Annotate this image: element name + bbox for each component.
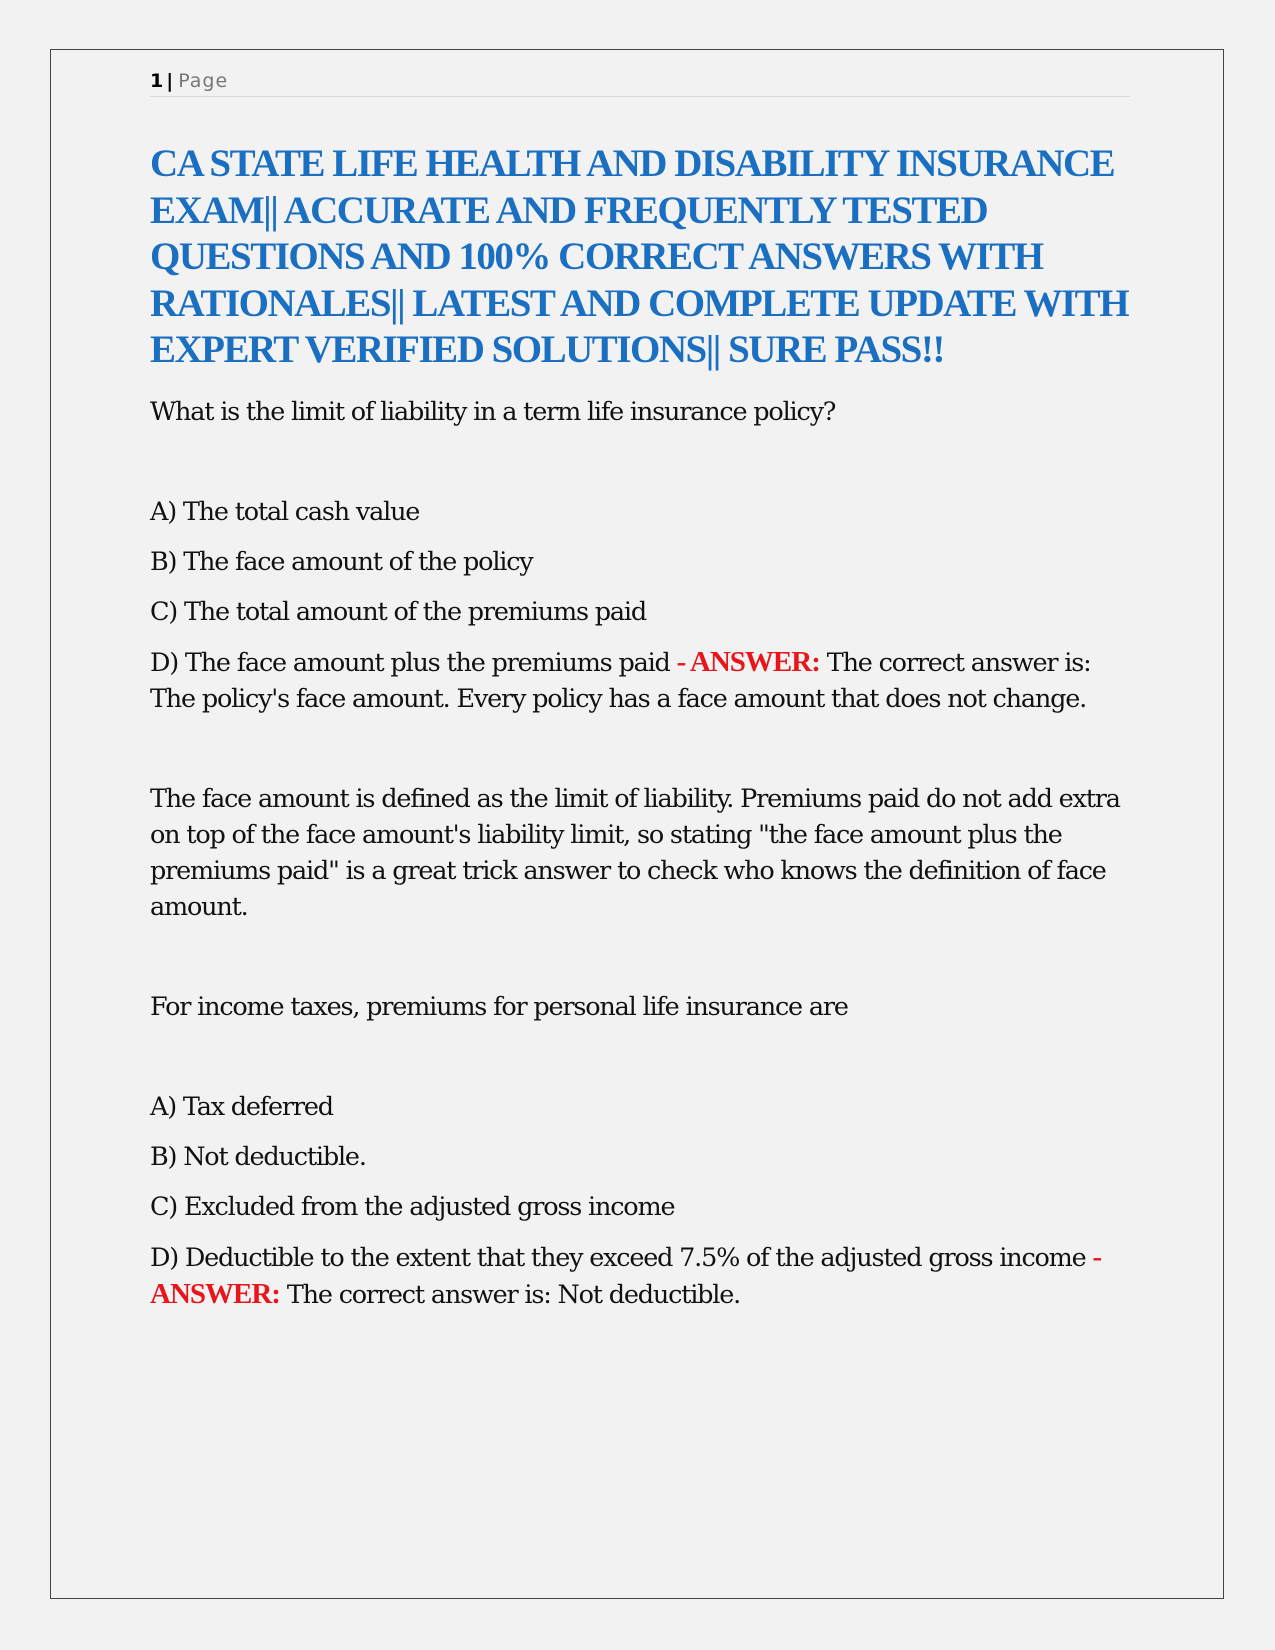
- question-1-rationale: The face amount is defined as the limit of liability. Premiums paid do not add extra on top of the face amount's liability limit, so stating "the face amount plus the premiums paid" is a great trick answer to check who knows the definition of face amount.: [150, 783, 1120, 922]
- question-1-text: What is the limit of liability in a term life insurance policy?: [150, 396, 836, 427]
- page-label: Page: [178, 70, 229, 92]
- page-header: [150, 70, 1130, 97]
- question-2-answer-text: The correct answer is: Not deductible.: [286, 1279, 741, 1310]
- page-separator: |: [166, 70, 175, 92]
- page-number: 1: [150, 70, 165, 92]
- question-1-option-c: C) The total amount of the premiums paid: [150, 596, 646, 627]
- question-1-option-a: A) The total cash value: [150, 496, 420, 527]
- question-2-option-a: A) Tax deferred: [150, 1091, 333, 1122]
- question-2-answer-label: - ANSWER:: [150, 1240, 1102, 1310]
- page-content: [150, 70, 1130, 1313]
- question-1-answer-label: - ANSWER:: [676, 645, 820, 678]
- question-2-option-d: [150, 1239, 1130, 1313]
- question-1-option-d: [150, 644, 1130, 717]
- question-2-option-c: C) Excluded from the adjusted gross income: [150, 1191, 675, 1222]
- question-2-text: For income taxes, premiums for personal life insurance are: [150, 991, 848, 1022]
- question-1-option-b: B) The face amount of the policy: [150, 546, 533, 577]
- question-2-option-d-text: D) Deductible to the extent that they exceed 7.5% of the adjusted gross income: [150, 1242, 1086, 1273]
- question-1-answer-text: The correct answer is: The policy's face amount. Every policy has a face amount that does not change.: [150, 647, 1091, 714]
- question-1-option-d-text: D) The face amount plus the premiums paid: [150, 647, 670, 678]
- document-title: CA STATE LIFE HEALTH AND DISABILITY INSURANCE EXAM|| ACCURATE AND FREQUENTLY TESTED QUESTIONS AND 100% CORRECT ANSWERS WITH RATIONALES|| LATEST AND COMPLETE UPDATE WITH EXPERT VERIFIED SOLUTIONS|| SURE PASS!!: [150, 142, 1129, 371]
- question-2-option-b: B) Not deductible.: [150, 1141, 366, 1172]
